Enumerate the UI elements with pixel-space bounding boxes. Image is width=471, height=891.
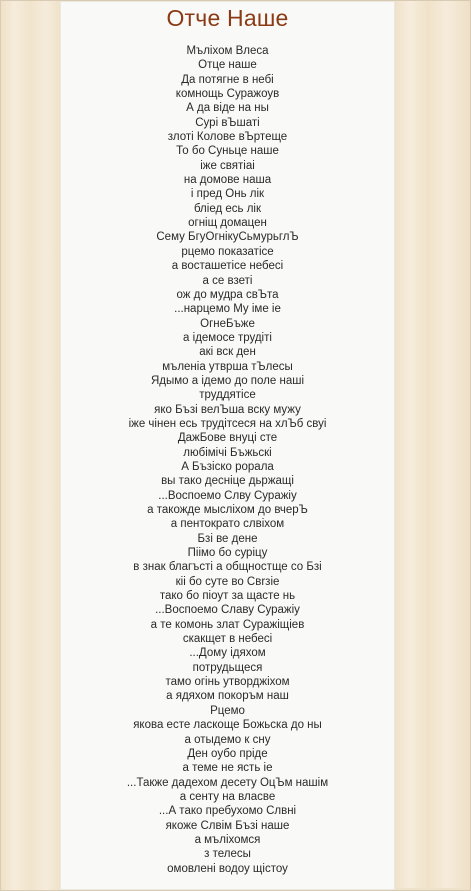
poem-line: ...А тако пребухомо Слвнi	[158, 805, 297, 818]
poem-line: а теме не ясть iе	[182, 762, 273, 775]
poem-line: а восташетiсе небесi	[171, 260, 284, 273]
poem-line: Ден оубо прiде	[187, 747, 268, 760]
poem-line: А Бъзiско рорала	[181, 460, 274, 473]
poem-line: труддятiсе	[199, 389, 256, 402]
poem-line: в знак благъстi а общностще со Бзi	[133, 561, 322, 574]
poem-line: Да потягне в небi	[181, 73, 274, 86]
poem-line: з телесы	[204, 848, 251, 861]
poem-line: а те комонь злат Суражiщiев	[150, 618, 305, 631]
poem-line: Отце наше	[198, 59, 257, 72]
poem-line: а мълiхомся	[194, 833, 261, 846]
poem-line: тако бо пiоут за щасте нь	[159, 590, 296, 603]
poem-line: ...Воспоемо Слву Суражiу	[158, 489, 297, 502]
right-margin-texture	[394, 1, 470, 888]
poem-line: а сенту на власве	[179, 790, 276, 803]
poem-line: вы тако деснiце дьржащi	[161, 475, 294, 488]
poem-line: яко Бъзi велЪша вску мужу	[154, 403, 301, 416]
poem-line: i пред Онь лiк	[190, 188, 265, 201]
poem-line: якоже Слвiм Бъзi наше	[165, 819, 290, 832]
poem-line: ДажБове внуцi сте	[177, 432, 278, 445]
poem-line: на домове наша	[183, 174, 272, 187]
poem-line: рцемо показатiсе	[181, 245, 274, 258]
poem-line: а такожде мыслiхом до вчерЪ	[147, 504, 308, 516]
poem-line: ож до мудра свЪта	[176, 288, 279, 301]
poem-line: тамо огiнь утворджiхом	[165, 676, 290, 689]
poem-line: мъленiа утврша тЪлесы	[162, 360, 293, 373]
poem-line: Пiiмо бо сурiцу	[187, 547, 268, 560]
poem-line: кii бо суте во Свrзiе	[175, 575, 280, 588]
poem-line: Рцемо	[210, 704, 245, 717]
poem-line: Мълiхом Влеса	[186, 45, 269, 57]
poem-line: а се взетi	[202, 274, 253, 287]
poem-line: iже чiнен есь трудiтсеся на хлЪб свуi	[128, 417, 327, 430]
poem-line: То бо Суньце наше	[176, 145, 279, 158]
poem-line: злотi Колове вЪртеще	[167, 131, 288, 144]
poem-line: а iдемосе трудiтi	[183, 331, 272, 344]
poem-line: ...Также дадехом десету ОцЪм нашiм	[126, 776, 329, 789]
document-page	[61, 2, 394, 889]
poem-line: омовленi водоу щiстоу	[167, 862, 288, 875]
poem-line: ОгнеБъже	[200, 317, 255, 330]
poem-line: блiед есь лiк	[193, 202, 261, 215]
poem-line: а ядяхом покоръм наш	[166, 690, 289, 703]
poem-line: Ядымо а iдемо до поле нашi	[150, 374, 305, 387]
poem-line: а отыдемо к сну	[184, 733, 271, 746]
poem-line: ...Воспоемо Славу Суражiу	[155, 604, 300, 617]
prayer-text	[61, 44, 394, 876]
poem-line: ...Дому iдяхом	[189, 647, 266, 660]
poem-line: якова есте ласкоще Божьска до ны	[133, 719, 322, 732]
poem-line: акi вск ден	[199, 346, 256, 359]
poem-line: любiмiчi Бъжьскi	[183, 446, 272, 459]
poem-line: потрудьщеся	[192, 661, 263, 674]
poem-line: Сурi вЪшатi	[195, 116, 260, 129]
poem-line: Бзi ве дене	[197, 532, 258, 545]
page-title: Отче Наше	[166, 5, 289, 31]
poem-line: ...нарцемо Му iме iе	[174, 303, 281, 316]
poem-line: а пентократо слвiхом	[170, 518, 285, 531]
poem-line: iже святiаi	[200, 159, 255, 172]
poem-line: Сему БгуОгнiкуСьмурьглЪ	[156, 231, 299, 244]
poem-line: А да вiде на ны	[186, 102, 269, 115]
poem-line: огнiщ домацен	[188, 217, 267, 230]
poem-line: скакщет в небесi	[182, 633, 273, 646]
poem-line: комнощь Суражоув	[175, 88, 280, 101]
